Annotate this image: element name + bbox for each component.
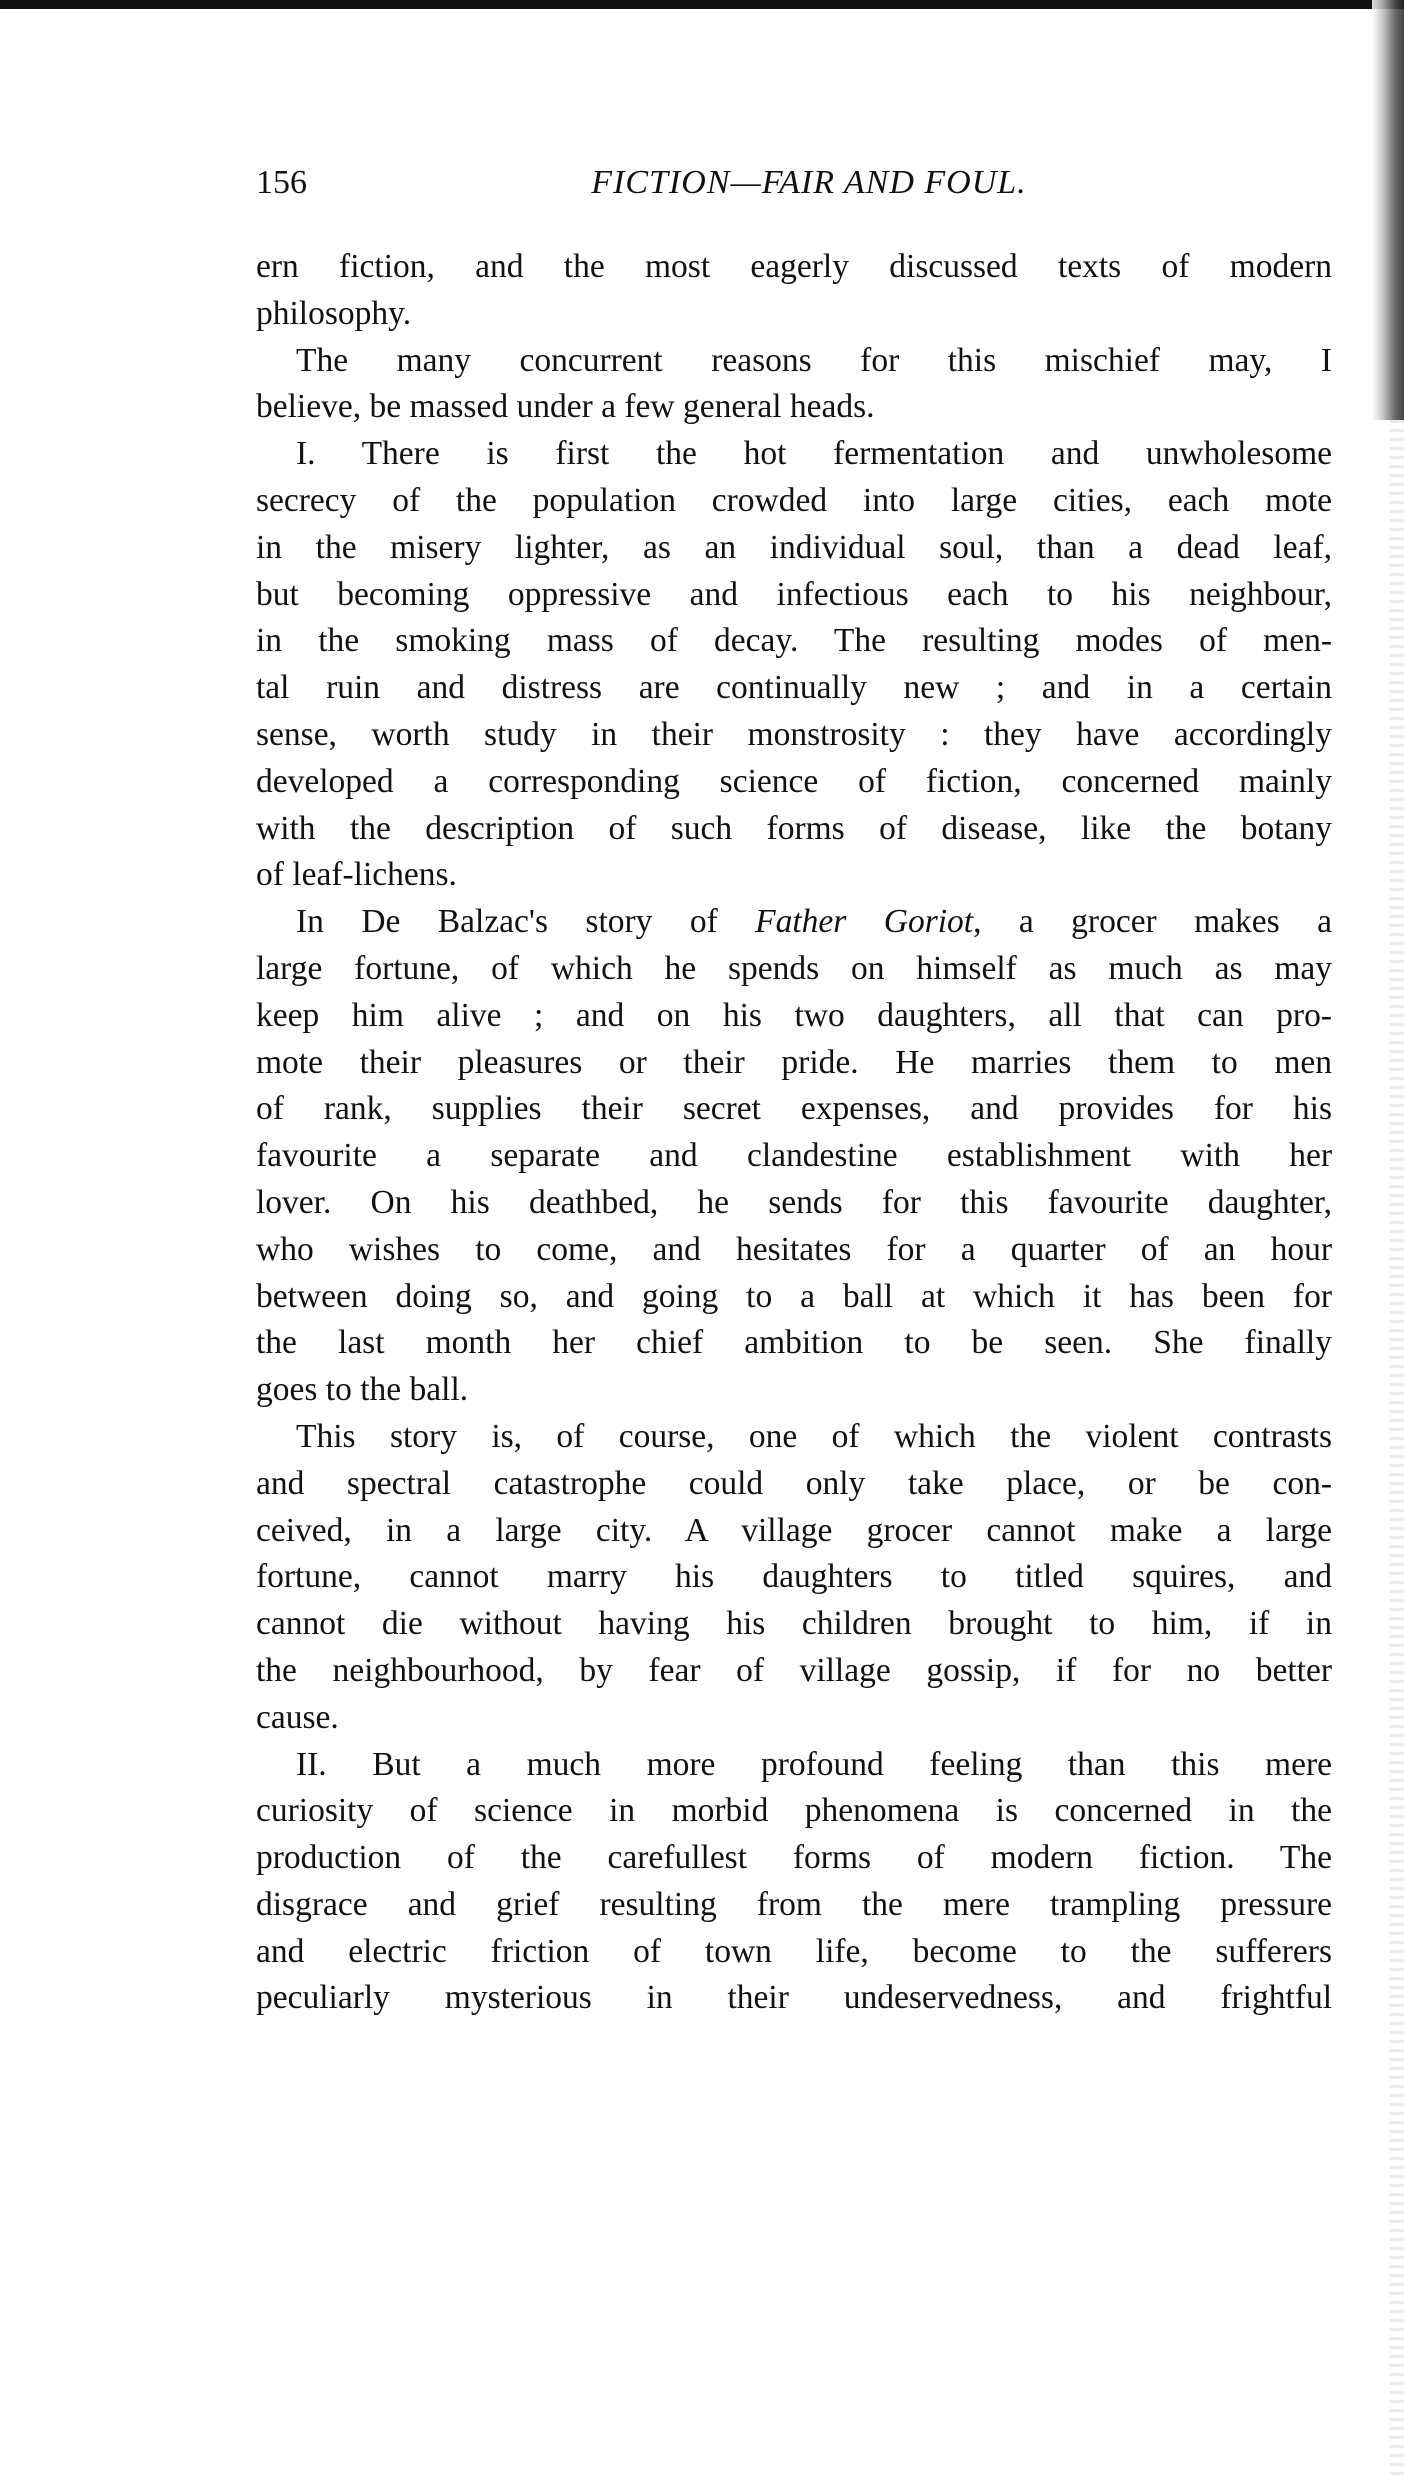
text-line: with the description of such forms of disease, like the botany xyxy=(256,809,1332,847)
text-line: sense, worth study in their monstrosity : they have accordingly xyxy=(256,715,1332,753)
text-line: believe, be massed under a few general heads. xyxy=(256,388,875,426)
text-line: ceived, in a large city. A village grocer cannot make a large xyxy=(256,1511,1332,1549)
paragraph xyxy=(256,1742,1332,2023)
scan-top-border xyxy=(0,0,1404,9)
text-line: favourite a separate and clandestine establishment with her xyxy=(256,1137,1332,1175)
paragraph xyxy=(256,244,1332,338)
text-line: In De Balzac's story of Father Goriot, a grocer makes a xyxy=(296,903,1332,941)
text-line: and electric friction of town life, become to the sufferers xyxy=(256,1932,1332,1970)
text-line: and spectral catastrophe could only take place, or be con- xyxy=(256,1464,1332,1502)
text-line: who wishes to come, and hesitates for a quarter of an hour xyxy=(256,1230,1332,1268)
text-line: cause. xyxy=(256,1698,339,1736)
text-line: but becoming oppressive and infectious each to his neighbour, xyxy=(256,575,1332,613)
text-line: This story is, of course, one of which the violent contrasts xyxy=(296,1417,1332,1455)
running-title: FICTION—FAIR AND FOUL. xyxy=(591,164,1027,201)
text-line: large fortune, of which he spends on himself as much as may xyxy=(256,949,1332,987)
text-line: ern fiction, and the most eagerly discussed texts of modern xyxy=(256,248,1332,285)
page-body-text xyxy=(256,244,1332,2022)
paragraph xyxy=(256,899,1332,1414)
text-line: in the smoking mass of decay. The resulting modes of men- xyxy=(256,622,1332,660)
text-line: the neighbourhood, by fear of village gossip, if for no better xyxy=(256,1651,1332,1689)
text-line: production of the carefullest forms of modern fiction. The xyxy=(256,1839,1332,1877)
book-title: Father Goriot xyxy=(755,903,974,941)
text-line: in the misery lighter, as an individual soul, than a dead leaf, xyxy=(256,528,1332,566)
text-line: developed a corresponding science of fiction, concerned mainly xyxy=(256,762,1332,800)
text-line: keep him alive ; and on his two daughters, all that can pro- xyxy=(256,996,1332,1034)
text-line: lover. On his deathbed, he sends for this favourite daughter, xyxy=(256,1183,1332,1221)
text-line: goes to the ball. xyxy=(256,1371,469,1409)
text-line: disgrace and grief resulting from the mere trampling pressure xyxy=(256,1885,1332,1923)
text-line: curiosity of science in morbid phenomena is concerned in the xyxy=(256,1792,1332,1830)
text-line: between doing so, and going to a ball at which it has been for xyxy=(256,1277,1332,1315)
text-line: of rank, supplies their secret expenses, and provides for his xyxy=(256,1090,1332,1128)
scan-page-edge xyxy=(1372,0,1404,420)
paragraph xyxy=(256,431,1332,899)
text-line: II. But a much more profound feeling than this mere xyxy=(296,1745,1332,1783)
text-line: the last month her chief ambition to be seen. She finally xyxy=(256,1324,1332,1362)
text-line: secrecy of the population crowded into large cities, each mote xyxy=(256,481,1332,519)
text-line: fortune, cannot marry his daughters to titled squires, and xyxy=(256,1558,1332,1596)
paragraph xyxy=(256,1414,1332,1742)
text-line: peculiarly mysterious in their undeservedness, and frightful xyxy=(256,1979,1332,2017)
text-line: tal ruin and distress are continually new ; and in a certain xyxy=(256,669,1332,707)
page-number: 156 xyxy=(256,164,307,201)
text-line: of leaf-lichens. xyxy=(256,856,457,894)
page-header xyxy=(256,164,1332,208)
paragraph xyxy=(256,338,1332,432)
text-line: mote their pleasures or their pride. He marries them to men xyxy=(256,1043,1332,1081)
text-line: philosophy. xyxy=(256,294,412,332)
scan-page-edge-shadow xyxy=(1390,420,1404,2477)
text-line: I. There is first the hot fermentation and unwholesome xyxy=(296,435,1332,473)
text-line: cannot die without having his children brought to him, if in xyxy=(256,1605,1332,1643)
text-line: The many concurrent reasons for this mischief may, I xyxy=(296,341,1332,379)
